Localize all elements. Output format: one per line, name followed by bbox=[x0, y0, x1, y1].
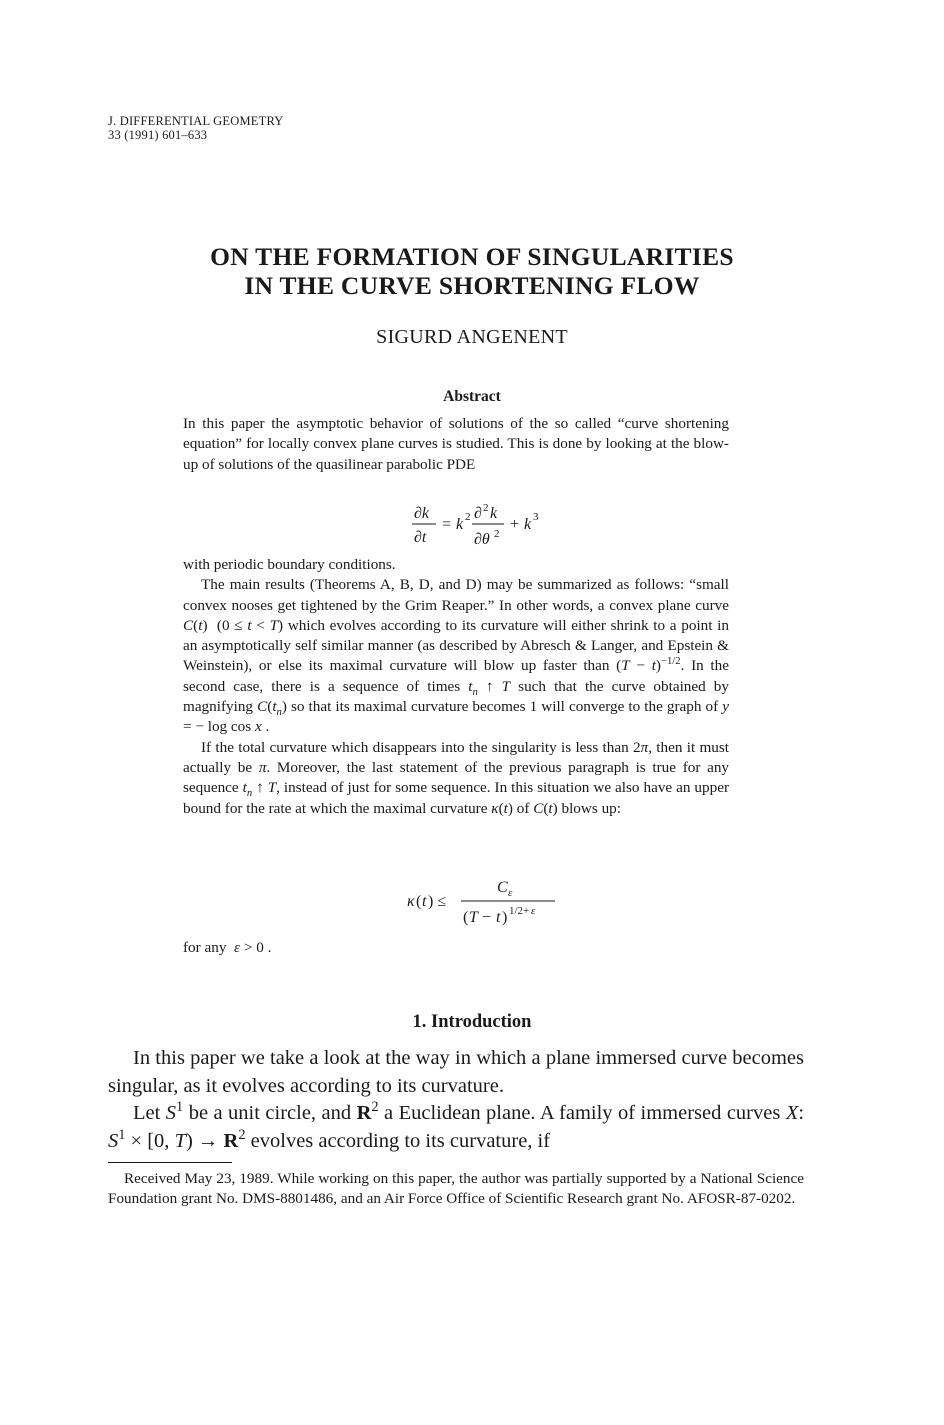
intro-paragraph-2: Let $S^1$ be a unit circle, and $R^2$ a Euclidean plane. A family of immersed curves X: $S^1 \times [0$, $T) \to R^2$ evolves according to its curvature, if bbox=[108, 1099, 805, 1152]
svg-text:k: k bbox=[490, 505, 498, 522]
svg-text:1/2+: 1/2+ bbox=[509, 905, 530, 917]
svg-text:): ) bbox=[502, 909, 508, 926]
svg-text:t: t bbox=[422, 893, 427, 910]
svg-text:T: T bbox=[469, 909, 478, 926]
introduction-body bbox=[108, 1045, 804, 1155]
svg-text:κ: κ bbox=[407, 893, 415, 910]
footnote bbox=[108, 1169, 804, 1209]
svg-text:+: + bbox=[510, 516, 520, 533]
svg-text:ε: ε bbox=[531, 905, 536, 917]
svg-text:2: 2 bbox=[483, 502, 489, 514]
abstract-curvature-paragraph: If the total curvature which disappears into the singularity is less than 2π, then it must actually be π. Moreover, the last statement of the previous paragraph is true for any sequence $t_n$ ↑ T, instead of just for some sequence. In this situation we also have an upper bound for the rate at which the maximal curvature κ(t) of C(t) blows up: bbox=[183, 738, 730, 817]
abstract-body bbox=[183, 555, 729, 819]
svg-text:2: 2 bbox=[494, 528, 500, 540]
section-heading-introduction: 1. Introduction bbox=[412, 1012, 532, 1032]
abstract-paragraph-1 bbox=[183, 414, 729, 475]
svg-text:) ≤: ) ≤ bbox=[428, 893, 447, 910]
abstract-heading: Abstract bbox=[443, 388, 501, 405]
journal-header bbox=[108, 114, 284, 142]
svg-text:(: ( bbox=[416, 893, 422, 910]
after-equation-text: with periodic boundary conditions. bbox=[183, 556, 396, 573]
pde-equation bbox=[412, 500, 582, 550]
svg-text:=: = bbox=[442, 516, 452, 533]
svg-text:3: 3 bbox=[533, 511, 539, 523]
svg-text:2: 2 bbox=[465, 511, 471, 523]
svg-text:∂θ: ∂θ bbox=[474, 531, 490, 548]
curvature-bound-equation bbox=[405, 876, 575, 928]
intro-paragraph-1: In this paper we take a look at the way in which a plane immersed curve becomes singular, as it evolves according to its curvature. bbox=[108, 1047, 804, 1097]
svg-text:∂: ∂ bbox=[474, 505, 482, 522]
svg-text:−: − bbox=[482, 909, 492, 926]
svg-text:k: k bbox=[524, 516, 532, 533]
svg-text:ε: ε bbox=[508, 887, 513, 899]
svg-text:k: k bbox=[456, 516, 464, 533]
abstract-main-results: The main results (Theorems A, B, D, and D) may be summarized as follows: “small convex nooses get tightened by the Grim Reaper.” In other words, a convex plane curve C(t) (0 ≤ t < T) which evolves according to its curvature will either shrink to a point in an asymptotically self similar manner (as described by Abresch & Langer, and Epstein & Weinstein), or else its maximal curvature will blow up faster than $(T - t)^{-1/2}$. In the second case, there is a sequence of times $t_n$ ↑ T such that the curve obtained by magnifying $C(t_n)$ so that its maximal curvature becomes 1 will converge to the graph of y = − log cos x . bbox=[183, 576, 730, 736]
svg-text:t: t bbox=[496, 909, 501, 926]
paper-title bbox=[0, 242, 944, 300]
journal-volume: 33 (1991) 601–633 bbox=[108, 128, 208, 142]
author-name: SIGURD ANGENENT bbox=[376, 326, 568, 348]
title-line-2: IN THE CURVE SHORTENING FLOW bbox=[244, 271, 700, 300]
svg-text:∂k: ∂k bbox=[414, 505, 430, 522]
journal-name: J. DIFFERENTIAL GEOMETRY bbox=[108, 114, 284, 128]
abstract-final-line: for any ε > 0 . bbox=[183, 939, 272, 956]
footnote-rule bbox=[108, 1162, 232, 1163]
footnote-text: Received May 23, 1989. While working on this paper, the author was partially supported by a National Science Foundation grant No. DMS-8801486, and an Air Force Office of Scientific Research grant No. AFOSR-87-0202. bbox=[108, 1170, 804, 1207]
svg-text:C: C bbox=[497, 879, 508, 896]
svg-text:(: ( bbox=[463, 909, 469, 926]
svg-text:∂t: ∂t bbox=[414, 529, 427, 546]
title-line-1: ON THE FORMATION OF SINGULARITIES bbox=[210, 242, 734, 271]
abstract-intro-text: In this paper the asymptotic behavior of solutions of the so called “curve shortening equation” for locally convex plane curves is studied. This is done by looking at the blow-up of solutions of the quasilinear parabolic PDE bbox=[183, 415, 729, 473]
